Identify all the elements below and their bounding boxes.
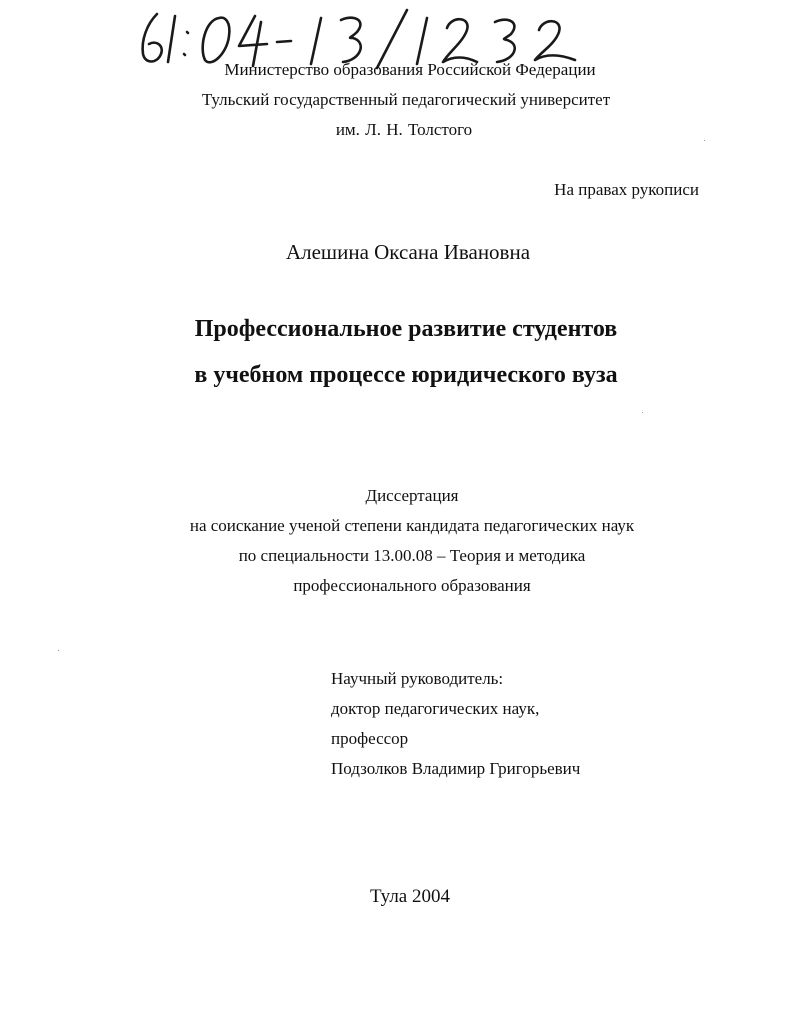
supervisor-rank: профессор [331,729,409,748]
specialty-line: по специальности 13.00.08 – Теория и методика [238,546,586,565]
specialty-line-continued: профессионального образования [293,576,531,595]
city-and-year: Тула 2004 [370,886,450,907]
scan-speck [642,412,643,413]
degree-sought: на соискание ученой степени кандидата педагогических наук [189,516,635,535]
ministry-name: Министерство образования Российской Федерации [224,60,596,79]
author-name: Алешина Оксана Ивановна [285,240,531,264]
university-name: Тульский государственный педагогический университет [201,90,611,109]
university-named-after: им. Л. Н. Толстого [335,120,473,139]
scan-speck [704,140,705,141]
scan-speck [58,650,59,651]
supervisor-label: Научный руководитель: [331,669,504,688]
supervisor-degree: доктор педагогических наук, [331,699,540,718]
supervisor-block [331,664,580,784]
thesis-title-line-2: в учебном процессе юридического вуза [194,362,618,388]
supervisor-name: Подзолков Владимир Григорьевич [331,759,581,778]
manuscript-rights-note: На правах рукописи [554,180,699,199]
dissertation-label: Диссертация [365,486,459,505]
thesis-title-line-1: Профессиональное развитие студентов [194,316,618,342]
